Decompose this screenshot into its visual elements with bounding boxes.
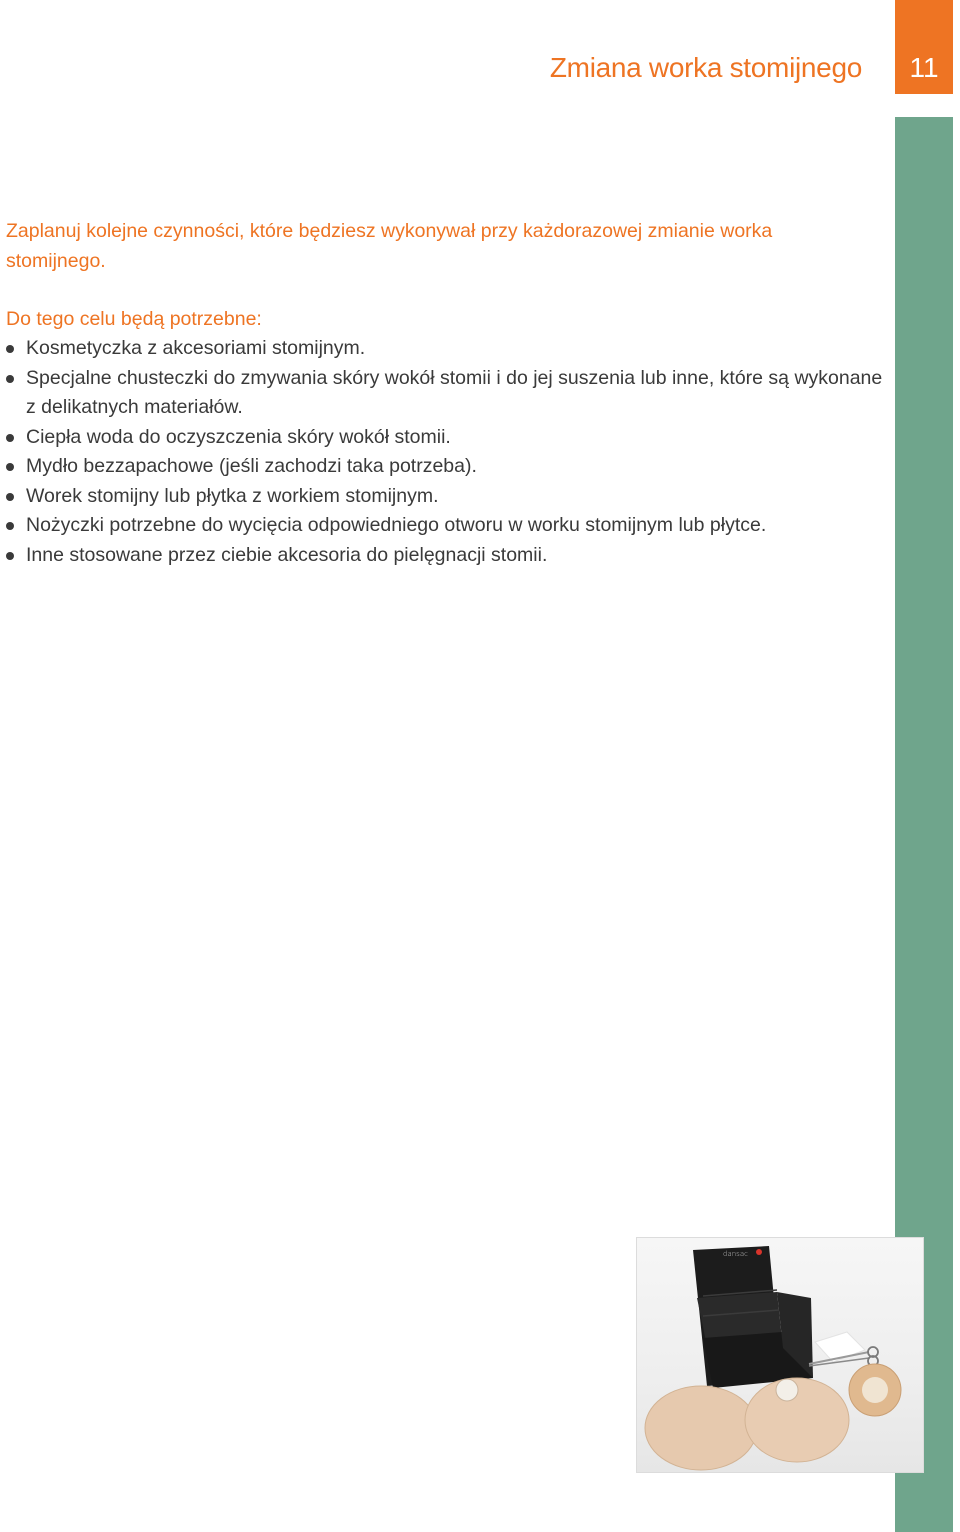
list-item-text: Inne stosowane przez ciebie akcesoria do pielęgnacji stomii. bbox=[26, 543, 548, 566]
intro-paragraph: Zaplanuj kolejne czynności, które będziesz wykonywał przy każdorazowej zmianie worka stomijnego. bbox=[6, 220, 773, 272]
page-number: 11 bbox=[909, 52, 939, 83]
list-item bbox=[6, 541, 886, 571]
bullet-icon bbox=[6, 375, 14, 383]
supplies-lead: Do tego celu będą potrzebne: bbox=[6, 308, 262, 330]
list-item-text: Worek stomijny lub płytka z workiem stomijnym. bbox=[26, 484, 439, 507]
bullet-icon bbox=[6, 345, 14, 353]
svg-text:dansac: dansac bbox=[723, 1250, 748, 1258]
pouch-filter-icon bbox=[776, 1379, 798, 1401]
supplies-photo bbox=[636, 1237, 924, 1473]
list-item bbox=[6, 334, 886, 364]
list-item bbox=[6, 452, 886, 482]
list-item-text: Specjalne chusteczki do zmywania skóry wokół stomii i do jej suszenia lub inne, które są wykonane z delikatnych materiałów. bbox=[26, 366, 883, 418]
bullet-icon bbox=[6, 522, 14, 530]
list-item bbox=[6, 364, 886, 423]
bullet-icon bbox=[6, 434, 14, 442]
toiletry-bag-icon bbox=[693, 1246, 813, 1388]
baseplate-icon bbox=[849, 1364, 901, 1416]
list-item-text: Kosmetyczka z akcesoriami stomijnym. bbox=[26, 337, 366, 359]
list-item bbox=[6, 511, 886, 541]
supplies-list bbox=[6, 334, 886, 570]
list-item-text: Nożyczki potrzebne do wycięcia odpowiedniego otworu w worku stomijnym lub płytce. bbox=[26, 514, 767, 536]
list-item bbox=[6, 482, 886, 512]
list-item bbox=[6, 423, 886, 453]
bullet-icon bbox=[6, 493, 14, 501]
list-item-text: Mydło bezzapachowe (jeśli zachodzi taka potrzeba). bbox=[26, 455, 477, 477]
list-item-text: Ciepła woda do oczyszczenia skóry wokół stomii. bbox=[26, 425, 451, 448]
bullet-icon bbox=[6, 552, 14, 560]
supplies-illustration bbox=[637, 1238, 924, 1473]
page-title: Zmiana worka stomijnego bbox=[549, 52, 862, 83]
ostomy-pouch-icon bbox=[645, 1386, 757, 1470]
page-number-badge bbox=[895, 0, 953, 94]
bullet-icon bbox=[6, 463, 14, 471]
